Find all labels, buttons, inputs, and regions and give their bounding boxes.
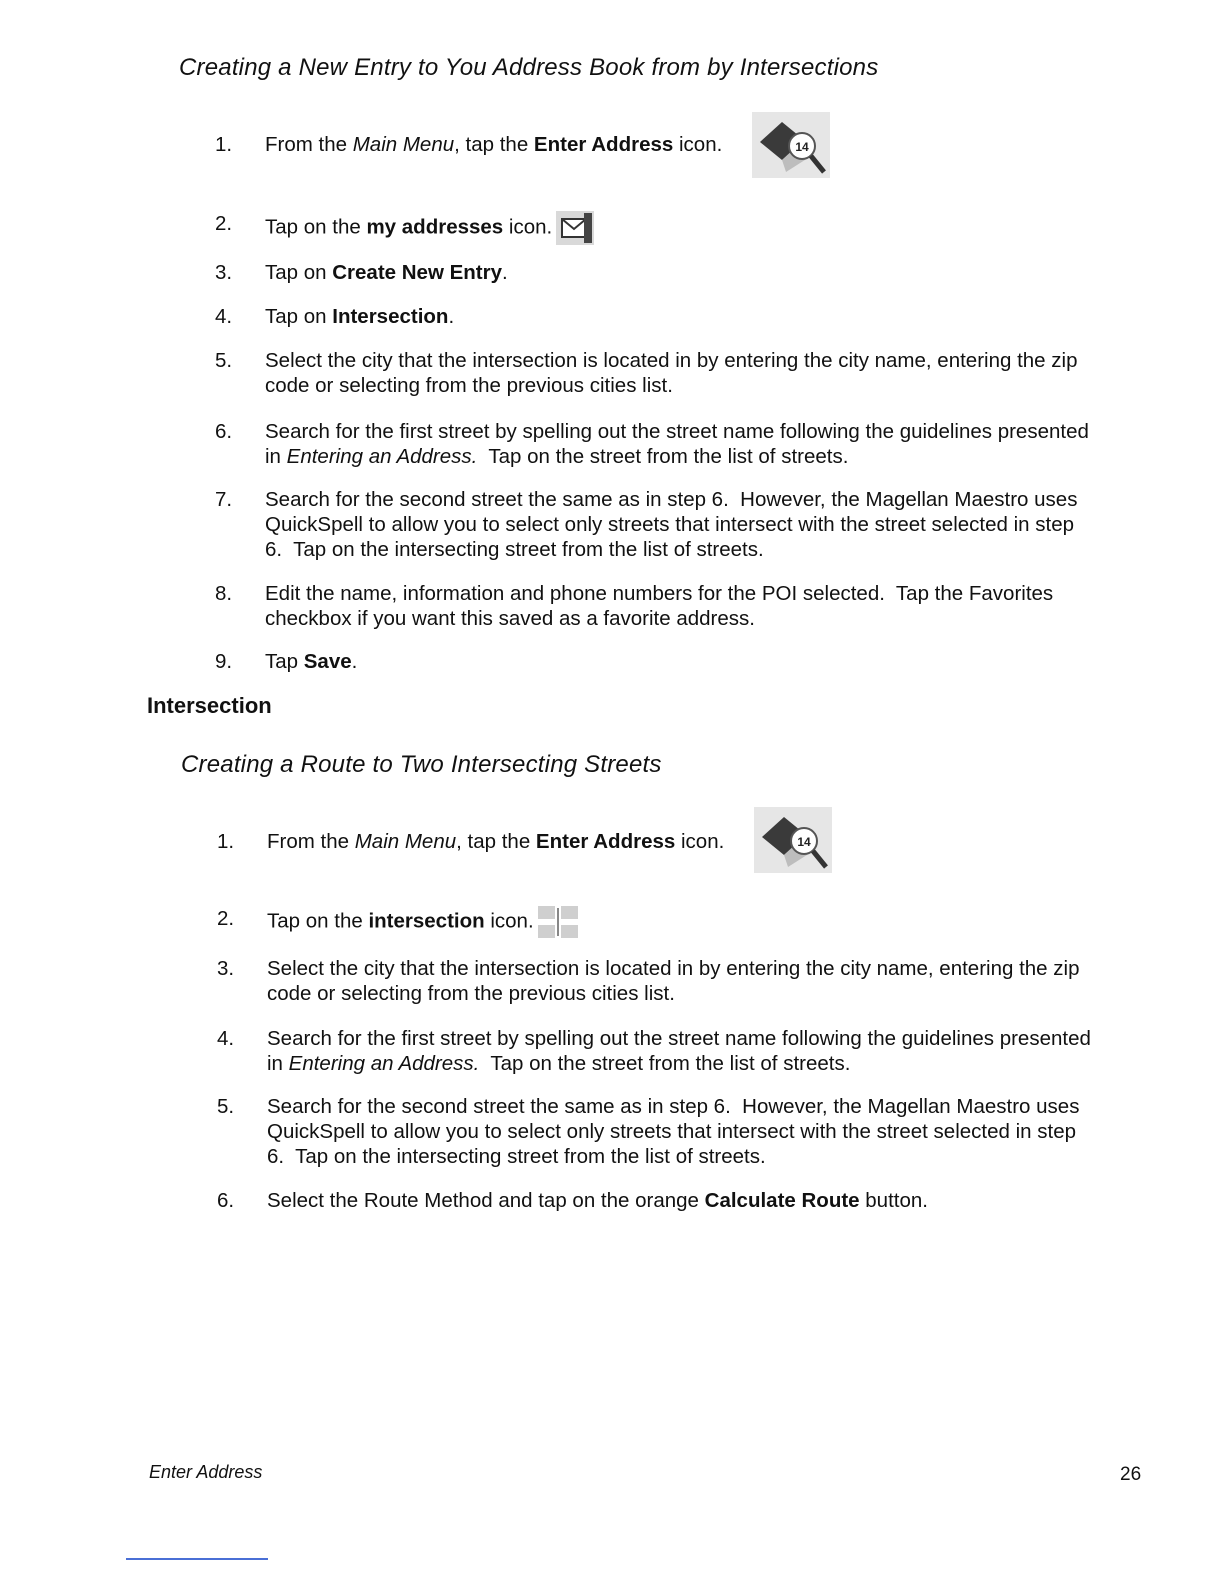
step-text: Tap on Intersection. <box>265 305 455 328</box>
svg-text:14: 14 <box>797 835 811 849</box>
step-number: 2. <box>215 212 233 235</box>
step-number: 1. <box>215 133 233 156</box>
step-text: Edit the name, information and phone numbers for the POI selected. Tap the Favorites checkbox if you want this saved as a favorite address. <box>265 582 1054 630</box>
step-number: 8. <box>215 582 233 605</box>
step-number: 7. <box>215 488 233 511</box>
step-text: Tap on Create New Entry. <box>265 261 508 284</box>
step-number: 5. <box>215 349 233 372</box>
svg-text:14: 14 <box>795 140 809 154</box>
step-number: 6. <box>217 1189 235 1212</box>
intersection-icon <box>538 906 578 938</box>
step-number: 5. <box>217 1095 235 1118</box>
section-heading: Intersection <box>147 693 272 718</box>
step-number: 4. <box>217 1027 235 1050</box>
section-title: Creating a New Entry to You Address Book from by Intersections <box>179 54 879 81</box>
step-text: From the Main Menu, tap the Enter Address icon. <box>265 133 723 156</box>
step-text: Tap Save. <box>265 650 358 673</box>
step-number: 2. <box>217 907 235 930</box>
step-text: Select the city that the intersection is located in by entering the city name, entering the zip code or selecting from the previous cities list. <box>265 349 1078 397</box>
step-text: Search for the first street by spelling out the street name following the guidelines presented in Entering an Address. Tap on the street from the list of streets. <box>265 420 1089 468</box>
enter-address-icon <box>754 807 832 873</box>
step-number: 6. <box>215 420 233 443</box>
step-text: Select the city that the intersection is located in by entering the city name, entering the zip code or selecting from the previous cities list. <box>267 957 1080 1005</box>
step-text: Search for the second street the same as in step 6. However, the Magellan Maestro uses QuickSpell to allow you to select only streets that intersect with the street selected in step 6. Tap on the intersecting street from the list of streets. <box>265 488 1078 561</box>
step-number: 9. <box>215 650 233 673</box>
section-title: Creating a Route to Two Intersecting Streets <box>181 751 662 778</box>
footer-section-name: Enter Address <box>149 1462 263 1482</box>
step-text: Search for the second street the same as in step 6. However, the Magellan Maestro uses QuickSpell to allow you to select only streets that intersect with the street selected in step 6. Tap on the intersecting street from the list of streets. <box>267 1095 1080 1168</box>
step-text: From the Main Menu, tap the Enter Address icon. <box>267 830 725 853</box>
my-addresses-icon <box>556 211 594 245</box>
step-text: Select the Route Method and tap on the orange Calculate Route button. <box>267 1189 928 1212</box>
footer-link-underline <box>126 1558 268 1560</box>
step-number: 3. <box>217 957 235 980</box>
step-text: Tap on the intersection icon. <box>267 906 578 938</box>
step-number: 3. <box>215 261 233 284</box>
step-text: Search for the first street by spelling out the street name following the guidelines presented in Entering an Address. Tap on the street from the list of streets. <box>267 1027 1091 1075</box>
step-number: 4. <box>215 305 233 328</box>
enter-address-icon <box>752 112 830 178</box>
step-number: 1. <box>217 830 235 853</box>
step-text: Tap on the my addresses icon. <box>265 211 594 245</box>
page-number: 26 <box>1120 1464 1142 1485</box>
